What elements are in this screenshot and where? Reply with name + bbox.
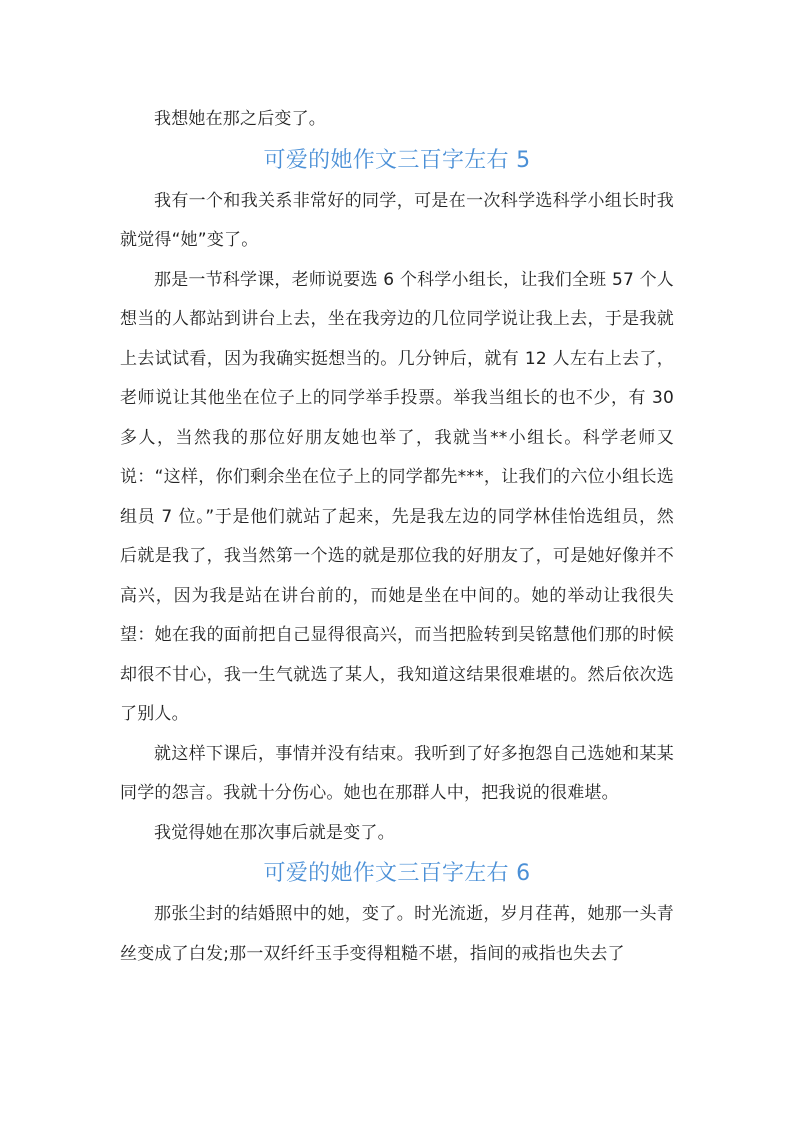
section-heading: 可爱的她作文三百字左右 6 — [263, 861, 531, 886]
paragraph: 我想她在那之后变了。 — [154, 109, 326, 129]
section-heading: 可爱的她作文三百字左右 5 — [263, 147, 531, 173]
paragraph: 我觉得她在那次事后就是变了。 — [154, 822, 395, 843]
document-page — [120, 100, 674, 974]
paragraph: 我有一个和我关系非常好的同学，可是在一次科学选科学小组长时我就觉得“她”变了。 — [120, 190, 674, 250]
section-5 — [120, 140, 674, 854]
section-6 — [120, 853, 674, 974]
paragraph: 那张尘封的结婚照中的她，变了。时光流逝，岁月荏苒，她那一头青丝变成了白发;那一双纤纤玉手变得粗糙不堪，指间的戒指也失去了 — [120, 904, 674, 964]
paragraph: 那是一节科学课，老师说要选 6 个科学小组长，让我们全班 57 个人想当的人都站到讲台上去，坐在我旁边的几位同学说让我上去，于是我就上去试试看，因为我确实挺想当的。几分钟后，就有 12 人左右上去了，老师说让其他坐在位子上的同学举手投票。举我当组长的也不少，有 30 多人，当然我的那位好朋友她也举了，我就当**小组长。科学老师又说：“这样，你们剩余坐在位子上的同学都先***，让我们的六位小组长选组员 7 位。”于是他们就站了起来，先是我左边的同学林佳怡选组员，然后就是我了，我当然第一个选的就是那位我的好朋友了，可是她好像并不高兴，因为我是站在讲台前的，而她是坐在中间的。她的举动让我很失望：她在我的面前把自己显得很高兴，而当把脸转到吴铭慧他们那的时候却很不甘心，我一生气就选了某人，我知道这结果很难堪的。然后依次选了别人。 — [120, 269, 674, 724]
paragraph: 就这样下课后，事情并没有结束。我听到了好多抱怨自己选她和某某同学的怨言。我就十分伤心。她也在那群人中，把我说的很难堪。 — [120, 743, 674, 803]
